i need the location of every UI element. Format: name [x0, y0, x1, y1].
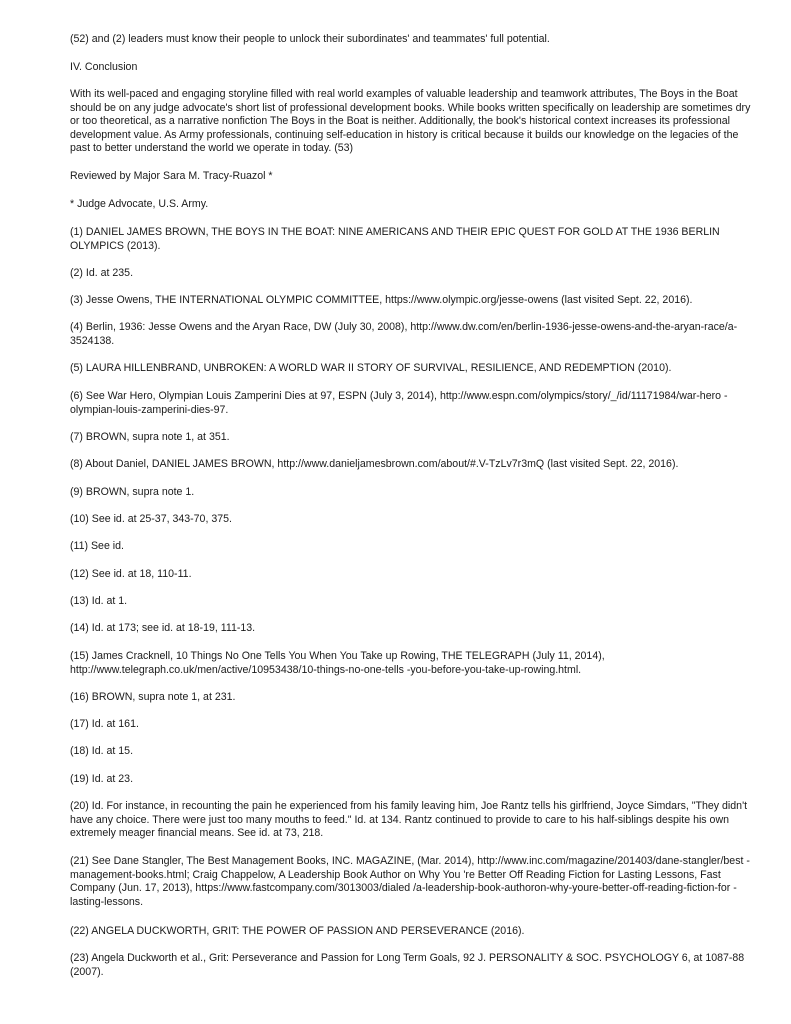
conclusion-paragraph: With its well-paced and engaging storyline filled with real world examples of valuable leadership and teamwork attributes, The Boys in the Boat should be on any judge advocate's short list of professional development books. While books written specifically on leadership are sometimes dry or too theoretical, as a narrative nonfiction The Boys in the Boat is neither. Additionally, the book's historical context increases its professional development value. As Army professionals, continuing self-education in history is critical because it builds our knowledge on the legacies of the past to better understand the world we operate in today. (53): [70, 88, 751, 155]
body-paragraph-fragment: (52) and (2) leaders must know their people to unlock their subordinates' and teammates' full potential.: [70, 33, 550, 45]
footnote-3: (3) Jesse Owens, THE INTERNATIONAL OLYMPIC COMMITTEE, https://www.olympic.org/jesse-owens (last visited Sept. 22, 2016).: [70, 294, 693, 306]
footnote-18: (18) Id. at 15.: [70, 745, 134, 757]
footnote-7: (7) BROWN, supra note 1, at 351.: [70, 431, 230, 443]
footnote-17: (17) Id. at 161.: [70, 718, 139, 730]
footnote-15: (15) James Cracknell, 10 Things No One Tells You When You Take up Rowing, THE TELEGRAPH (July 11, 2014), http://www.telegraph.co.uk/men/active/10953438/10-things-no-one-tells -you-before-you-take-up-rowing.html.: [70, 650, 605, 676]
footnote-21: (21) See Dane Stangler, The Best Management Books, INC. MAGAZINE, (Mar. 2014), http://www.inc.com/magazine/201403/dane-stangler/best -management-books.html; Craig Chappelow, A Leadership Book Author on Why You 're Better Off Reading Fiction for Lasting Lessons, Fast Company (Jun. 17, 2013), https://www.fastcompany.com/3013003/dialed /a-leadership-book-authoron-why-youre-better-off-reading-fiction-for -lasting-lessons.: [70, 855, 750, 908]
author-footnote: * Judge Advocate, U.S. Army.: [70, 198, 209, 210]
footnote-19: (19) Id. at 23.: [70, 773, 134, 785]
footnote-23: (23) Angela Duckworth et al., Grit: Perseverance and Passion for Long Term Goals, 92 J. PERSONALITY & SOC. PSYCHOLOGY 6, at 1087-88 (2007).: [70, 952, 745, 978]
footnote-6: (6) See War Hero, Olympian Louis Zamperini Dies at 97, ESPN (July 3, 2014), http://www.espn.com/olympics/story/_/id/11171984/war-hero -olympian-louis-zamperini-dies-97.: [70, 390, 728, 416]
footnote-4: (4) Berlin, 1936: Jesse Owens and the Aryan Race, DW (July 30, 2008), http://www.dw.com/en/berlin-1936-jesse-owens-and-the-aryan-race/a-3524138.: [70, 321, 738, 347]
reviewer-byline: Reviewed by Major Sara M. Tracy-Ruazol *: [70, 170, 273, 182]
footnote-14: (14) Id. at 173; see id. at 18-19, 111-13.: [70, 622, 256, 634]
footnote-9: (9) BROWN, supra note 1.: [70, 486, 195, 498]
footnote-16: (16) BROWN, supra note 1, at 231.: [70, 691, 236, 703]
section-heading-conclusion: IV. Conclusion: [70, 61, 138, 73]
footnote-5: (5) LAURA HILLENBRAND, UNBROKEN: A WORLD WAR II STORY OF SURVIVAL, RESILIENCE, AND REDEMPTION (2010).: [70, 362, 672, 374]
footnote-13: (13) Id. at 1.: [70, 595, 128, 607]
footnote-1: (1) DANIEL JAMES BROWN, THE BOYS IN THE BOAT: NINE AMERICANS AND THEIR EPIC QUEST FOR GOLD AT THE 1936 BERLIN OLYMPICS (2013).: [70, 226, 720, 252]
footnote-22: (22) ANGELA DUCKWORTH, GRIT: THE POWER OF PASSION AND PERSEVERANCE (2016).: [70, 925, 525, 937]
footnote-11: (11) See id.: [70, 540, 124, 552]
footnote-2: (2) Id. at 235.: [70, 267, 134, 279]
footnote-20: (20) Id. For instance, in recounting the pain he experienced from his family leaving him, Joe Rantz tells his girlfriend, Joyce Simdars, "They didn't have any choice. There were just too many mouths to feed." Id. at 134. Rantz continued to provide to care to his half-siblings despite his own extremely meager financial means. See id. at 73, 218.: [70, 800, 748, 840]
footnote-8: (8) About Daniel, DANIEL JAMES BROWN, http://www.danieljamesbrown.com/about/#.V-TzLv7r3mQ (last visited Sept. 22, 2016).: [70, 458, 679, 470]
footnote-10: (10) See id. at 25-37, 343-70, 375.: [70, 513, 232, 525]
footnote-12: (12) See id. at 18, 110-11.: [70, 568, 192, 580]
